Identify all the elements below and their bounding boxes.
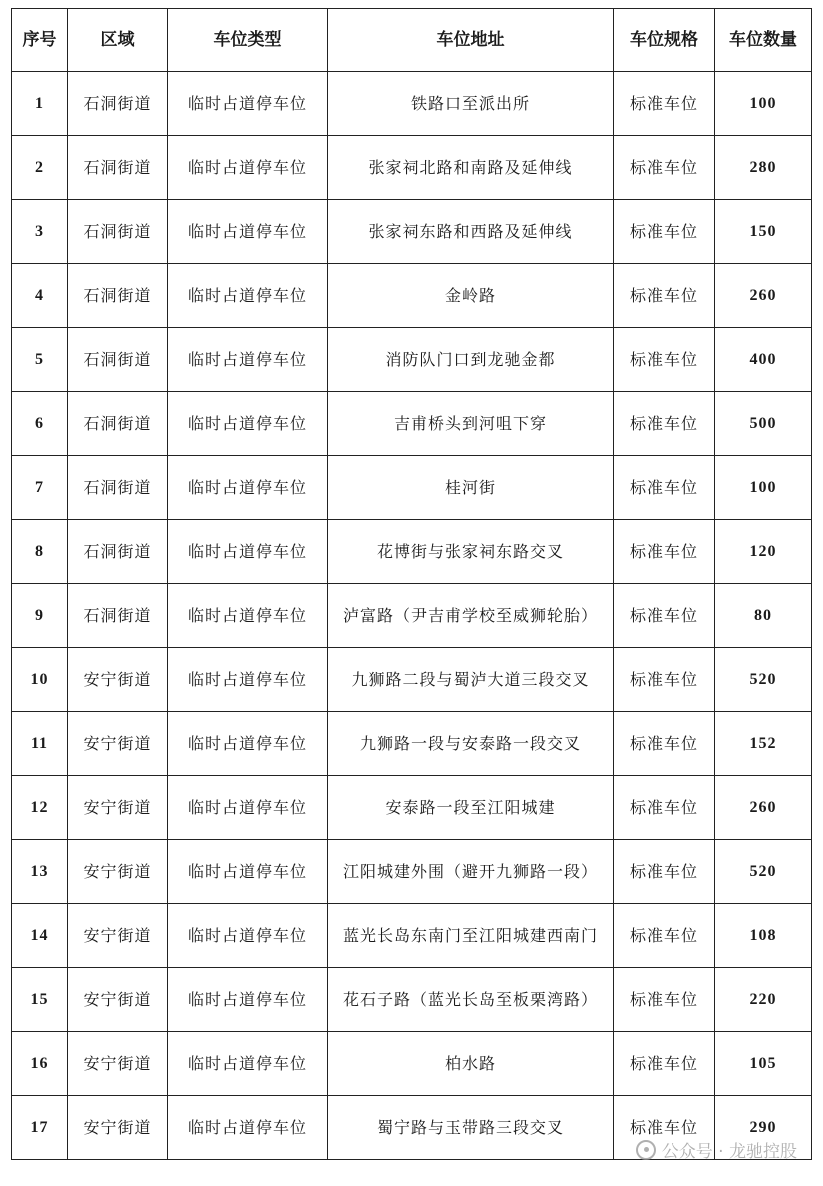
cell-type: 临时占道停车位 [168,840,328,904]
cell-address: 消防队门口到龙驰金都 [328,328,614,392]
cell-spec: 标准车位 [614,648,715,712]
table-row [12,904,812,968]
cell-address: 安泰路一段至江阳城建 [328,776,614,840]
table-row [12,1032,812,1096]
cell-address: 九狮路一段与安泰路一段交叉 [328,712,614,776]
cell-area: 安宁街道 [68,648,168,712]
cell-address: 蜀宁路与玉带路三段交叉 [328,1096,614,1160]
cell-no: 10 [12,648,68,712]
cell-count: 100 [715,72,812,136]
cell-count: 120 [715,520,812,584]
cell-count: 500 [715,392,812,456]
cell-spec: 标准车位 [614,328,715,392]
cell-count: 220 [715,968,812,1032]
cell-spec: 标准车位 [614,456,715,520]
cell-no: 15 [12,968,68,1032]
cell-area: 石洞街道 [68,392,168,456]
cell-no: 13 [12,840,68,904]
parking-table [11,8,812,1160]
cell-area: 安宁街道 [68,904,168,968]
table-header-row [12,9,812,72]
cell-count: 520 [715,840,812,904]
cell-spec: 标准车位 [614,392,715,456]
cell-address: 花博街与张家祠东路交叉 [328,520,614,584]
table-row [12,840,812,904]
cell-type: 临时占道停车位 [168,200,328,264]
cell-area: 安宁街道 [68,1032,168,1096]
cell-no: 9 [12,584,68,648]
cell-spec: 标准车位 [614,520,715,584]
cell-area: 安宁街道 [68,840,168,904]
cell-spec: 标准车位 [614,200,715,264]
cell-type: 临时占道停车位 [168,776,328,840]
header-area: 区域 [68,9,168,72]
cell-address: 江阳城建外围（避开九狮路一段） [328,840,614,904]
table-row [12,648,812,712]
cell-type: 临时占道停车位 [168,1032,328,1096]
cell-no: 16 [12,1032,68,1096]
cell-type: 临时占道停车位 [168,1096,328,1160]
cell-address: 九狮路二段与蜀泸大道三段交叉 [328,648,614,712]
cell-no: 7 [12,456,68,520]
cell-type: 临时占道停车位 [168,264,328,328]
cell-address: 吉甫桥头到河咀下穿 [328,392,614,456]
header-spec: 车位规格 [614,9,715,72]
cell-address: 蓝光长岛东南门至江阳城建西南门 [328,904,614,968]
cell-address: 桂河街 [328,456,614,520]
cell-address: 张家祠东路和西路及延伸线 [328,200,614,264]
cell-count: 260 [715,264,812,328]
cell-count: 80 [715,584,812,648]
cell-spec: 标准车位 [614,968,715,1032]
cell-no: 14 [12,904,68,968]
cell-no: 1 [12,72,68,136]
cell-area: 安宁街道 [68,968,168,1032]
cell-count: 290 [715,1096,812,1160]
cell-count: 100 [715,456,812,520]
cell-count: 520 [715,648,812,712]
table-row [12,584,812,648]
table-row [12,72,812,136]
cell-no: 4 [12,264,68,328]
cell-area: 石洞街道 [68,520,168,584]
cell-type: 临时占道停车位 [168,72,328,136]
cell-spec: 标准车位 [614,264,715,328]
cell-type: 临时占道停车位 [168,584,328,648]
table-row [12,1096,812,1160]
cell-area: 石洞街道 [68,328,168,392]
cell-type: 临时占道停车位 [168,392,328,456]
table-row [12,712,812,776]
cell-address: 铁路口至派出所 [328,72,614,136]
cell-area: 石洞街道 [68,136,168,200]
table-row [12,968,812,1032]
cell-no: 2 [12,136,68,200]
table-row [12,456,812,520]
cell-address: 张家祠北路和南路及延伸线 [328,136,614,200]
cell-count: 150 [715,200,812,264]
cell-type: 临时占道停车位 [168,136,328,200]
table-row [12,328,812,392]
cell-area: 石洞街道 [68,72,168,136]
cell-count: 280 [715,136,812,200]
header-address: 车位地址 [328,9,614,72]
header-no: 序号 [12,9,68,72]
cell-no: 3 [12,200,68,264]
table-row [12,200,812,264]
table-row [12,392,812,456]
cell-type: 临时占道停车位 [168,968,328,1032]
header-count: 车位数量 [715,9,812,72]
cell-no: 11 [12,712,68,776]
cell-no: 5 [12,328,68,392]
cell-spec: 标准车位 [614,712,715,776]
cell-spec: 标准车位 [614,72,715,136]
cell-address: 金岭路 [328,264,614,328]
cell-address: 泸富路（尹吉甫学校至威狮轮胎） [328,584,614,648]
cell-no: 8 [12,520,68,584]
cell-spec: 标准车位 [614,840,715,904]
cell-type: 临时占道停车位 [168,456,328,520]
cell-count: 260 [715,776,812,840]
cell-area: 石洞街道 [68,456,168,520]
header-type: 车位类型 [168,9,328,72]
cell-spec: 标准车位 [614,1032,715,1096]
cell-type: 临时占道停车位 [168,328,328,392]
cell-spec: 标准车位 [614,584,715,648]
table-row [12,136,812,200]
cell-count: 400 [715,328,812,392]
watermark-text: 公众号 · 龙驰控股 [661,1142,797,1162]
cell-spec: 标准车位 [614,776,715,840]
cell-type: 临时占道停车位 [168,712,328,776]
cell-area: 安宁街道 [68,776,168,840]
cell-type: 临时占道停车位 [168,904,328,968]
cell-address: 花石子路（蓝光长岛至板栗湾路） [328,968,614,1032]
cell-area: 石洞街道 [68,264,168,328]
cell-area: 安宁街道 [68,1096,168,1160]
cell-count: 108 [715,904,812,968]
cell-no: 6 [12,392,68,456]
cell-no: 17 [12,1096,68,1160]
table-row [12,264,812,328]
cell-area: 石洞街道 [68,584,168,648]
cell-spec: 标准车位 [614,904,715,968]
cell-address: 柏水路 [328,1032,614,1096]
table-row [12,776,812,840]
cell-type: 临时占道停车位 [168,648,328,712]
cell-area: 安宁街道 [68,712,168,776]
cell-type: 临时占道停车位 [168,520,328,584]
cell-area: 石洞街道 [68,200,168,264]
cell-spec: 标准车位 [614,136,715,200]
cell-spec: 标准车位 [614,1096,715,1160]
cell-no: 12 [12,776,68,840]
cell-count: 152 [715,712,812,776]
table-row [12,520,812,584]
cell-count: 105 [715,1032,812,1096]
table-body [12,72,812,1160]
